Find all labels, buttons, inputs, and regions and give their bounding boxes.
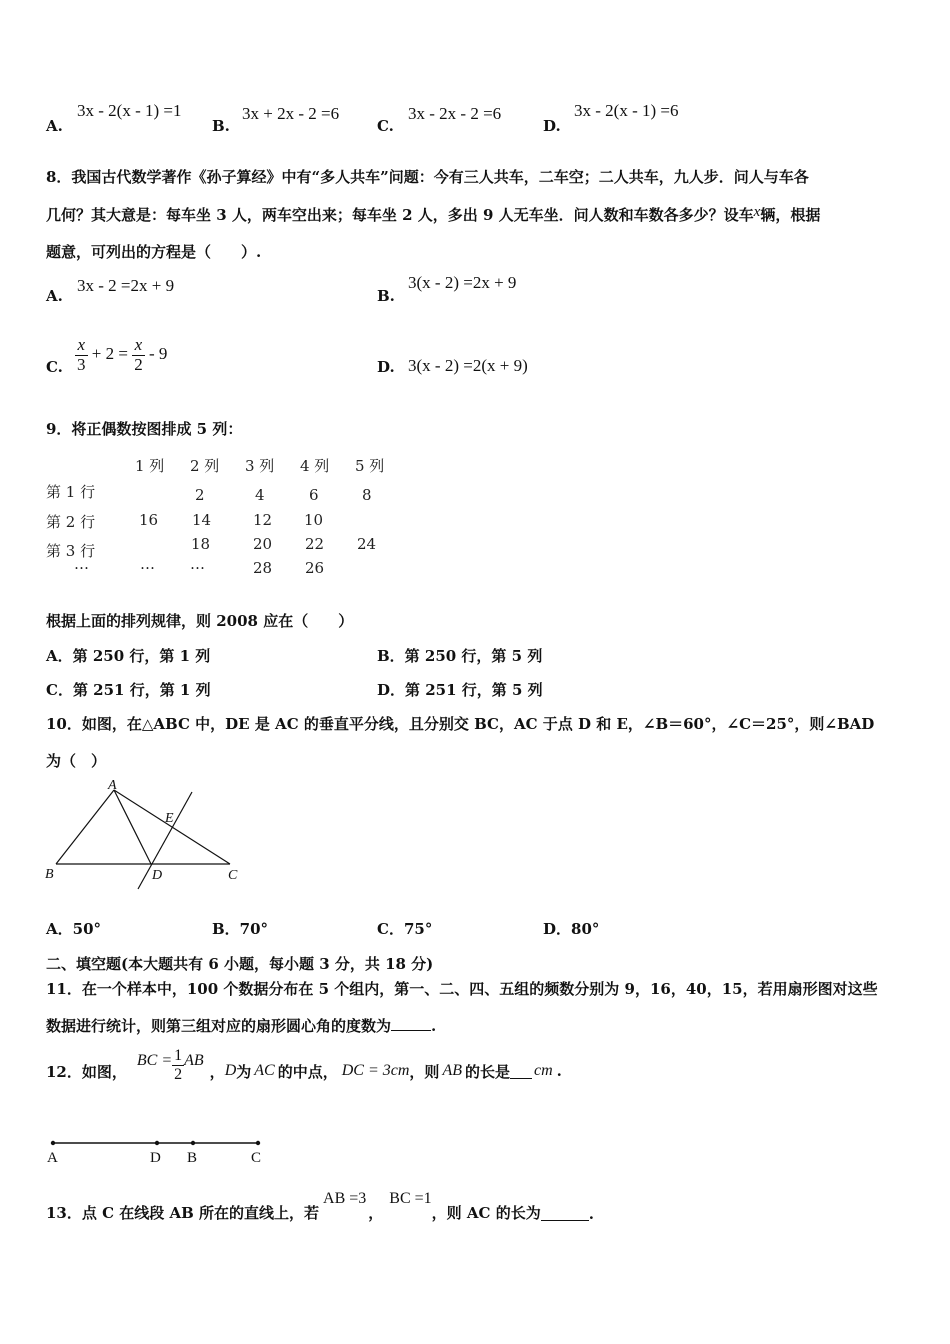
q13-bc: BC =1 [389,1190,432,1207]
q9-option-c: C．第 251 行，第 1 列 [46,681,211,699]
q8-option-d-expr: 3(x - 2) =2(x + 9) [408,356,528,375]
q10-label-d: D [152,868,163,883]
q10-option-a: A．50° [46,920,102,938]
q10-text-line2: 为（ ） [46,752,107,770]
q9-header-1: 1 列 [135,457,165,475]
q12-point-d [155,1141,159,1145]
q11-end: . [431,1017,437,1035]
q7-option-a-label: A. [46,117,63,135]
q9-option-a: A．第 250 行，第 1 列 [46,647,211,665]
q11-line2-text: 数据进行统计，则第三组对应的扇形圆心角的度数为 [46,1017,392,1035]
q13-comma: ， [368,1204,384,1222]
q9-r3c3: 20 [253,535,273,553]
q13-ab: AB =3 [323,1190,367,1207]
q8-text-line2a: 几何？其大意是：每车坐 3 人，两车空出来；每车坐 2 人，多出 9 人无车坐．问人数和车数各多少？设车 [46,206,754,224]
q12-ab2: AB [442,1062,462,1079]
q12-point-a [51,1141,55,1145]
q7-option-a-expr: 3x - 2(x - 1) =1 [77,101,182,120]
q12-label-d: D [150,1150,161,1166]
q8-c-frac2-num: x [132,336,145,356]
q9-row2-label: 第 2 行 [46,513,96,531]
q8-variable: x [753,204,761,220]
q9-r3c4: 22 [305,535,325,553]
q12-label-a: A [47,1150,58,1166]
q9-row3-label: 第 3 行 [46,542,96,560]
q9-r1c2: 2 [195,486,205,504]
q8-c-mid: + 2 = [91,344,128,364]
q11-text-line1: 11．在一个样本中，100 个数据分布在 5 个组内，第一、二、四、五组的频数分别为 9，16，40，15，若用扇形图对这些 [46,980,878,998]
q9-r1c3: 4 [255,486,265,504]
q10-label-b: B [45,867,54,882]
q10-perpendicular-bisector [138,792,192,889]
q10-line-ba [56,790,114,864]
q9-r1c5: 8 [362,486,372,504]
q9-header-2: 2 列 [190,457,220,475]
q8-option-c-expr [75,336,167,374]
q12-mid2: 的中点， [277,1062,338,1081]
q9-option-d: D．第 251 行，第 5 列 [377,681,543,699]
q7-option-c-label: C. [377,117,394,135]
q8-option-c-label: C. [46,358,63,376]
q7-option-d-expr: 3x - 2(x - 1) =6 [574,101,679,120]
q8-c-tail: - 9 [148,344,168,364]
q10-option-c: C．75° [377,920,433,938]
q12-segment-figure [44,1134,274,1168]
q9-header-4: 4 列 [300,457,330,475]
q13-answer-blank[interactable] [541,1206,589,1221]
q10-label-c: C [228,868,238,883]
q9-r2c1: 16 [139,511,159,529]
q8-text-line2b: 辆，根据 [760,206,821,224]
q10-triangle-figure [40,778,250,893]
q7-option-d-label: D. [543,117,561,135]
q8-c-frac1-num: x [75,336,88,356]
q12-end: . [556,1062,562,1080]
q12-dc: DC = 3cm [341,1062,410,1079]
q9-header-3: 3 列 [245,457,275,475]
q10-option-d: D．80° [543,920,600,938]
q13-prefix: 13．点 C 在线段 AB 所在的直线上，若 [46,1204,320,1222]
q12-answer-blank[interactable] [510,1064,532,1079]
q9-r2c4: 10 [304,511,324,529]
q7-option-c-expr: 3x - 2x - 2 =6 [408,104,502,123]
q9-r4c1: … [140,555,155,573]
q12-mid4: 的长是 [464,1062,510,1081]
q9-r4c4: 26 [305,559,325,577]
q13-mid: ，则 AC 的长为 [431,1204,541,1222]
q12-bc: BC = [136,1052,173,1069]
q12-ab: AB [184,1052,204,1069]
q12-prefix: 12．如图， [46,1062,127,1081]
q9-r2c2: 14 [192,511,212,529]
q9-header-5: 5 列 [355,457,385,475]
q10-text-line1: 10．如图，在△ABC 中，DE 是 AC 的垂直平分线，且分别交 BC，AC 于点 D 和 E，∠B＝60°，∠C＝25°，则∠BAD [46,715,875,733]
q9-r4c2: … [190,555,205,573]
q10-label-a: A [108,778,117,793]
q9-row1-label: 第 1 行 [46,483,96,501]
q9-title: 9．将正偶数按图排成 5 列： [46,420,243,438]
q11-answer-blank[interactable] [391,1030,431,1031]
q12-unit: cm [534,1062,553,1079]
section-2-title: 二、填空题(本大题共有 6 小题，每小题 3 分，共 18 分) [46,955,434,973]
q9-question: 根据上面的排列规律，则 2008 应在（ ） [46,612,354,630]
q8-option-a-expr: 3x - 2 =2x + 9 [77,276,175,295]
q12-mid3: ，则 [409,1062,440,1081]
q12-frac-den: 2 [174,1065,183,1083]
q13-text [46,1190,594,1226]
q8-c-frac2-den: 2 [134,354,143,374]
q8-text-line2 [46,204,820,225]
q10-option-b: B．70° [212,920,269,938]
q8-text-line1: 8．我国古代数学著作《孙子算经》中有“多人共车”问题：今有三人共车，二车空；二人共车，九人步．问人与车各 [46,168,809,186]
q10-label-e: E [165,811,174,826]
q8-option-b-label: B. [377,287,395,305]
q9-option-b: B．第 250 行，第 5 列 [377,647,543,665]
q12-ac: AC [254,1062,275,1079]
q12-point-c [256,1141,260,1145]
q12-label-b: B [187,1150,198,1166]
q9-r1c4: 6 [309,486,319,504]
q7-option-b-expr: 3x + 2x - 2 =6 [242,104,340,123]
q13-end: . [588,1205,594,1223]
q12-point-b [191,1141,195,1145]
q12-label-c: C [251,1150,262,1166]
q9-r3c2: 18 [191,535,211,553]
q12-frac-num: 1 [174,1046,183,1064]
q9-r2c3: 12 [253,511,273,529]
q12-mid1: 为 [236,1062,252,1081]
q12-d: D [224,1062,237,1079]
q9-r4c3: 28 [253,559,273,577]
q12-comma: ， [209,1062,225,1081]
q12-text [46,1048,562,1094]
q8-text-line3: 题意，可列出的方程是（ ）. [46,243,262,261]
q8-option-a-label: A. [46,287,63,305]
q9-row4-label: … [74,555,89,573]
q8-option-b-expr: 3(x - 2) =2x + 9 [408,273,517,292]
q9-r3c5: 24 [357,535,377,553]
q8-c-frac1-den: 3 [77,354,86,374]
q11-text-line2 [46,1015,436,1036]
q8-option-d-label: D. [377,358,395,376]
q7-option-b-label: B. [212,117,230,135]
